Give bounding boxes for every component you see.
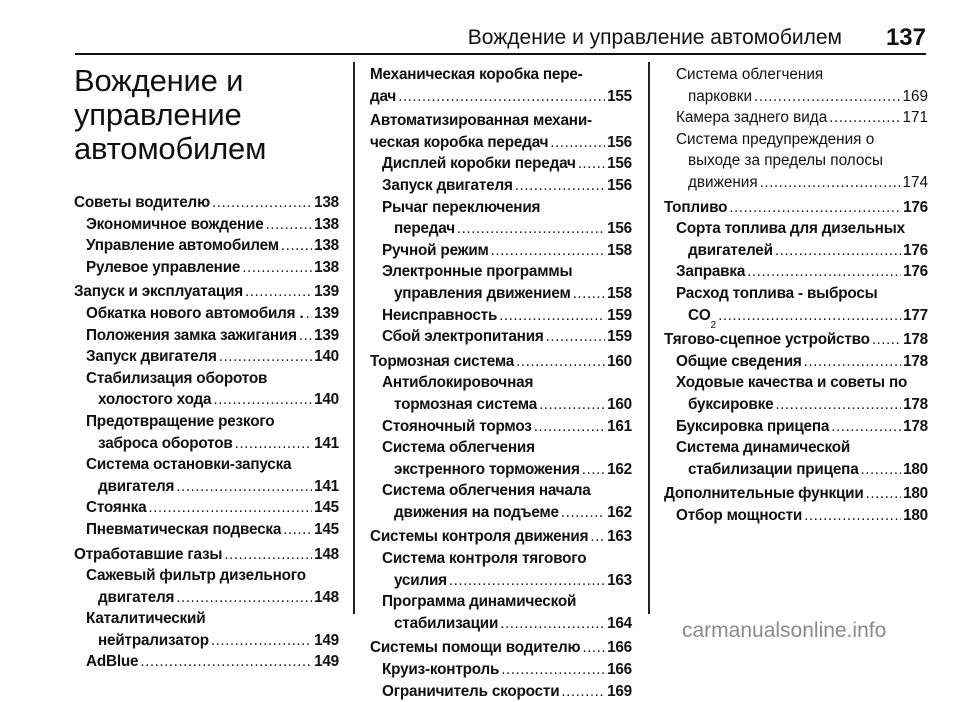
toc-item xyxy=(676,64,928,107)
toc-item xyxy=(370,153,632,175)
toc-page-number: 160 xyxy=(607,395,632,413)
toc-page-number: 178 xyxy=(903,417,928,435)
leader-dots xyxy=(515,175,605,197)
toc-item xyxy=(370,305,632,327)
toc-section-entry[interactable] xyxy=(370,86,632,108)
toc-item xyxy=(370,261,632,304)
toc-entry-title: Тормозная система xyxy=(370,352,515,370)
toc-page-number: 148 xyxy=(314,588,339,606)
toc-entry-title-line: Антиблокировочная xyxy=(382,374,534,392)
leader-dots xyxy=(539,394,605,416)
toc-page-number: 149 xyxy=(314,631,339,649)
leader-dots xyxy=(561,502,605,524)
chapter-title: Вождение и управление автомобилем xyxy=(74,63,267,166)
toc-entry[interactable] xyxy=(382,153,632,175)
toc-entry-title-line: Механическая коробка пере- xyxy=(370,66,583,83)
toc-entry-title: Отбор мощности xyxy=(676,506,803,524)
toc-entry-title: движения xyxy=(688,173,758,191)
leader-dots xyxy=(546,326,605,348)
toc-entry[interactable] xyxy=(382,283,632,305)
toc-item xyxy=(74,608,339,651)
toc-entry-title: экстренного торможения xyxy=(394,460,580,478)
leader-dots xyxy=(398,86,605,108)
toc-page-number: 162 xyxy=(607,503,632,521)
leader-dots xyxy=(760,172,901,194)
toc-page-number: 156 xyxy=(607,176,632,194)
leader-dots xyxy=(573,283,605,305)
toc-item xyxy=(370,416,632,438)
toc-page-number: 140 xyxy=(314,391,339,409)
toc-item xyxy=(370,591,632,634)
toc-entry[interactable]: CO 2 ..... 177 xyxy=(676,305,928,327)
toc-list xyxy=(74,192,339,673)
leader-dots xyxy=(457,218,605,240)
toc-page-number: 178 xyxy=(903,395,928,413)
column-divider xyxy=(353,62,355,614)
leader-dots xyxy=(212,192,312,214)
toc-entry-title: заброса оборотов xyxy=(98,434,233,452)
header-rule xyxy=(75,53,926,55)
toc-page-number: 176 xyxy=(903,263,928,281)
toc-entry[interactable] xyxy=(86,433,339,455)
toc-entry-title: Стояночный тормоз xyxy=(382,417,532,435)
toc-page-number: 160 xyxy=(607,352,632,370)
toc-page-number: 139 xyxy=(314,304,339,322)
toc-section-entry[interactable] xyxy=(664,197,928,219)
toc-entry[interactable] xyxy=(382,613,632,635)
toc-entry[interactable] xyxy=(676,86,928,108)
toc-entry-title: Топливо xyxy=(664,198,728,216)
toc-entry[interactable] xyxy=(676,505,928,527)
leader-dots xyxy=(449,570,605,592)
toc-entry-title-line: Система контроля тягового xyxy=(382,550,587,568)
toc-page-number: 140 xyxy=(314,348,339,366)
toc-entry-title: Управление автомобилем xyxy=(86,237,279,255)
leader-dots xyxy=(176,587,312,609)
leader-dots xyxy=(804,351,901,373)
toc-item xyxy=(74,325,339,347)
toc-entry-title: стабилизации прицепа xyxy=(688,460,859,478)
toc-entry[interactable] xyxy=(86,325,339,347)
toc-entry[interactable] xyxy=(676,459,928,481)
toc-entry[interactable] xyxy=(676,416,928,438)
toc-entry[interactable] xyxy=(86,651,339,673)
toc-entry-title: управления движением xyxy=(394,284,571,302)
toc-item xyxy=(664,283,928,332)
toc-item xyxy=(370,437,632,480)
leader-dots xyxy=(281,235,312,257)
leader-dots xyxy=(224,544,312,566)
toc-item xyxy=(664,416,928,438)
toc-entry[interactable] xyxy=(86,257,339,279)
toc-entry-title: тормозная система xyxy=(394,395,537,413)
toc-page-number: 149 xyxy=(314,653,339,671)
leader-dots xyxy=(501,659,605,681)
toc-section xyxy=(664,483,928,526)
toc-entry-title-line: выходе за пределы полосы xyxy=(688,152,883,170)
toc-item xyxy=(74,303,339,325)
toc-page-number: 158 xyxy=(607,284,632,302)
leader-dots xyxy=(561,681,605,702)
toc-section xyxy=(74,192,339,278)
toc-page-number: 139 xyxy=(314,283,339,301)
toc-page-number: 176 xyxy=(903,198,928,216)
toc-list xyxy=(370,64,632,702)
toc-page-number: 138 xyxy=(314,194,339,211)
toc-entry[interactable] xyxy=(86,587,339,609)
leader-dots xyxy=(266,214,313,236)
header-page-number: 137 xyxy=(885,24,926,51)
toc-entry-title: движения на подъеме xyxy=(394,503,559,521)
toc-item xyxy=(676,107,928,129)
toc-entry-title: двигателей xyxy=(688,241,773,259)
toc-entry[interactable] xyxy=(86,235,339,257)
toc-item xyxy=(74,346,339,368)
toc-item xyxy=(74,519,339,541)
toc-entry-title: Ограничитель скорости xyxy=(382,682,560,700)
toc-item xyxy=(370,480,632,523)
toc-entry-title: передач xyxy=(394,220,455,238)
toc-entry[interactable] xyxy=(86,630,339,652)
toc-page-number: 169 xyxy=(607,682,632,700)
toc-entry-title-line: Автоматизированная механи- xyxy=(370,112,592,130)
toc-entry-title: дач xyxy=(370,87,397,105)
toc-item xyxy=(74,565,339,608)
toc-item xyxy=(664,218,928,261)
toc-entry[interactable] xyxy=(382,659,632,681)
toc-section xyxy=(74,544,339,674)
toc-page-number: 178 xyxy=(903,352,928,370)
toc-section-entry[interactable] xyxy=(370,637,632,659)
toc-entry-title-line: Каталитический xyxy=(86,610,206,628)
leader-dots xyxy=(582,637,605,659)
toc-entry-title: AdBlue xyxy=(86,653,139,671)
toc-entry-title: Пневматическая подвеска xyxy=(86,520,282,538)
toc-section-entry[interactable] xyxy=(74,544,339,566)
leader-dots xyxy=(219,346,312,368)
toc-page-number: 166 xyxy=(607,639,632,657)
toc-entry[interactable] xyxy=(86,519,339,541)
toc-column-1 xyxy=(74,64,339,673)
toc-entry-title: стабилизации xyxy=(394,614,499,632)
leader-dots xyxy=(140,651,312,673)
toc-continued-items xyxy=(664,64,928,194)
toc-entry-title: Тягово-сцепное устройство xyxy=(664,331,870,349)
toc-page-number: 180 xyxy=(903,506,928,524)
toc-section-entry[interactable] xyxy=(664,483,928,505)
leader-dots xyxy=(872,329,901,351)
toc-item xyxy=(664,261,928,283)
leader-dots xyxy=(299,325,312,347)
toc-page-number: 156 xyxy=(607,155,632,173)
toc-item xyxy=(664,372,928,415)
toc-section xyxy=(664,197,928,332)
leader-dots xyxy=(516,351,605,373)
toc-entry-title: Общие сведения xyxy=(676,352,802,370)
toc-entry-title: холостого хода xyxy=(98,391,212,409)
toc-section xyxy=(370,351,632,524)
toc-page-number: 180 xyxy=(903,460,928,478)
toc-entry-title: нейтрализатор xyxy=(98,631,209,649)
toc-entry-title: Заправка xyxy=(676,263,746,281)
toc-page-number: 176 xyxy=(903,241,928,259)
toc-entry-title: Ручной режим xyxy=(382,241,489,259)
toc-entry[interactable] xyxy=(382,502,632,524)
toc-entry[interactable] xyxy=(382,570,632,592)
toc-entry-title: Запуск и эксплуатация xyxy=(74,283,244,301)
toc-entry-title: Рулевое управление xyxy=(86,258,241,276)
toc-entry-title: Дисплей коробки передач xyxy=(382,155,576,173)
leader-dots xyxy=(500,613,605,635)
leader-dots xyxy=(211,630,312,652)
toc-entry-title: Круиз-контроль xyxy=(382,661,500,679)
toc-page-number: 145 xyxy=(314,499,339,517)
toc-item xyxy=(370,659,632,681)
toc-item xyxy=(370,548,632,591)
leader-dots xyxy=(148,497,312,519)
toc-entry-title-line: Ходовые качества и советы по xyxy=(676,374,908,392)
toc-entry[interactable] xyxy=(382,681,632,702)
leader-dots xyxy=(499,305,605,327)
toc-page-number: 171 xyxy=(902,109,928,127)
leader-dots xyxy=(861,459,902,481)
toc-entry[interactable] xyxy=(86,303,339,325)
toc-item xyxy=(74,651,339,673)
toc-item xyxy=(676,129,928,194)
toc-item xyxy=(370,681,632,702)
leader-dots xyxy=(245,281,312,303)
leader-dots xyxy=(747,261,901,283)
leader-dots xyxy=(729,197,901,219)
leader-dots xyxy=(831,416,901,438)
toc-page-number: 169 xyxy=(902,87,928,105)
leader-dots xyxy=(590,526,605,548)
toc-entry-title-line: Система облегчения xyxy=(676,66,824,83)
toc-page-number: 148 xyxy=(314,545,339,563)
toc-entry-title: двигателя xyxy=(98,477,175,495)
toc-entry-title-line: Рычаг переключения xyxy=(382,198,541,216)
toc-item xyxy=(370,197,632,240)
toc-page-number: 163 xyxy=(607,528,632,546)
toc-item xyxy=(370,326,632,348)
toc-page-number: 158 xyxy=(607,241,632,259)
toc-entry-title: Положения замка зажигания xyxy=(86,326,297,344)
toc-entry[interactable] xyxy=(86,214,339,236)
leader-dots xyxy=(578,153,605,175)
toc-section-entry[interactable] xyxy=(74,192,339,214)
toc-entry-title: усилия xyxy=(394,571,447,589)
toc-entry-title-line: Система динамической xyxy=(676,439,851,457)
toc-page-number: 159 xyxy=(607,306,632,324)
toc-page-number: 145 xyxy=(314,520,339,538)
toc-entry-title: Камера заднего вида xyxy=(676,109,828,127)
toc-entry-title: Советы водителю xyxy=(74,194,210,211)
leader-dots xyxy=(829,107,900,129)
toc-item xyxy=(74,235,339,257)
toc-page-number: 159 xyxy=(607,328,632,346)
toc-entry-title-line: Сажевый фильтр дизельного xyxy=(86,567,306,585)
leader-dots xyxy=(582,459,605,481)
toc-section-entry[interactable] xyxy=(370,526,632,548)
toc-page-number: 138 xyxy=(314,237,339,255)
toc-column-2 xyxy=(370,64,632,702)
toc-entry[interactable] xyxy=(382,305,632,327)
toc-entry-title: Отработавшие газы xyxy=(74,545,223,563)
toc-page-number: 164 xyxy=(607,614,632,632)
toc-entry[interactable] xyxy=(676,351,928,373)
toc-entry-title: двигателя xyxy=(98,588,175,606)
leader-dots xyxy=(754,86,900,108)
leader-dots xyxy=(550,132,605,154)
toc-section xyxy=(370,110,632,348)
toc-entry-title: Сбой электропитания xyxy=(382,328,544,346)
toc-page-number: 180 xyxy=(903,485,928,503)
toc-entry[interactable] xyxy=(382,326,632,348)
toc-entry-title-line: Расход топлива - выбросы xyxy=(676,284,878,302)
toc-entry[interactable] xyxy=(676,261,928,283)
toc-entry-title: Системы контроля движения xyxy=(370,528,589,546)
leader-dots xyxy=(775,240,901,262)
leader-dots xyxy=(804,505,901,527)
toc-section xyxy=(664,329,928,480)
header-title: Вождение и управление автомобилем xyxy=(467,26,842,49)
toc-item xyxy=(74,257,339,279)
toc-item xyxy=(664,437,928,480)
toc-entry-title-line: Электронные программы xyxy=(382,263,573,281)
toc-entry-title-line: Система облегчения xyxy=(382,439,535,457)
toc-entry[interactable] xyxy=(382,394,632,416)
toc-section-entry[interactable] xyxy=(74,281,339,303)
toc-entry-title: парковки xyxy=(688,87,753,105)
toc-entry-title: Дополнительные функции xyxy=(664,485,864,503)
toc-entry[interactable] xyxy=(382,459,632,481)
toc-entry-title-line: Сорта топлива для дизельных xyxy=(676,220,905,238)
toc-entry-title-line: Система облегчения начала xyxy=(382,482,591,500)
toc-entry[interactable] xyxy=(382,416,632,438)
toc-item xyxy=(664,351,928,373)
leader-dots xyxy=(491,240,605,262)
toc-entry-title: Неисправность xyxy=(382,306,498,324)
toc-item xyxy=(74,454,339,497)
leader-dots xyxy=(306,303,313,325)
toc-entry-title-line: Система предупреждения о xyxy=(676,130,875,148)
toc-entry-title-line: Программа динамической xyxy=(382,593,577,611)
toc-section-entry[interactable] xyxy=(370,132,632,154)
toc-entry[interactable] xyxy=(676,107,928,129)
toc-entry[interactable] xyxy=(676,172,928,194)
toc-page-number: 138 xyxy=(314,258,339,276)
toc-entry[interactable] xyxy=(86,497,339,519)
toc-item xyxy=(370,240,632,262)
toc-section xyxy=(370,637,632,702)
toc-page-number: 161 xyxy=(607,417,632,435)
toc-list xyxy=(664,197,928,527)
toc-page-number: 162 xyxy=(607,460,632,478)
toc-page-number: 141 xyxy=(314,477,339,495)
toc-entry[interactable] xyxy=(676,394,928,416)
column-divider xyxy=(648,62,650,614)
toc-item xyxy=(74,411,339,454)
toc-entry-title: Буксировка прицепа xyxy=(676,417,830,435)
watermark: carmanualsonline.info xyxy=(682,619,887,642)
toc-entry[interactable] xyxy=(382,175,632,197)
toc-item xyxy=(664,505,928,527)
leader-dots xyxy=(176,476,312,498)
toc-page-number: 156 xyxy=(607,220,632,238)
toc-entry-title: ческая коробка передач xyxy=(370,133,549,151)
leader-dots xyxy=(866,483,901,505)
toc-entry-title: Стоянка xyxy=(86,499,147,517)
toc-page-number: 138 xyxy=(314,215,339,233)
toc-entry[interactable] xyxy=(86,389,339,411)
toc-entry[interactable] xyxy=(86,346,339,368)
toc-page-number: 141 xyxy=(314,434,339,452)
toc-entry-title: буксировке xyxy=(688,395,774,413)
toc-entry-title: Экономичное вождение xyxy=(86,215,264,233)
page-header xyxy=(0,0,960,56)
toc-entry-title: Запуск двигателя xyxy=(86,348,217,366)
toc-entry[interactable] xyxy=(676,240,928,262)
toc-item xyxy=(370,175,632,197)
leader-dots xyxy=(283,519,312,541)
toc-page-number: 178 xyxy=(903,331,928,349)
leader-dots xyxy=(718,305,901,327)
toc-entry[interactable] xyxy=(86,476,339,498)
toc-page-number: 174 xyxy=(902,173,928,191)
leader-dots xyxy=(242,257,312,279)
toc-page-number: 166 xyxy=(607,661,632,679)
leader-dots xyxy=(534,416,605,438)
toc-entry-title-line: Предотвращение резкого xyxy=(86,412,275,430)
toc-entry-title: Системы помощи водителю xyxy=(370,639,581,657)
toc-section-entry[interactable] xyxy=(664,329,928,351)
toc-page-number: 163 xyxy=(607,571,632,589)
toc-section-entry[interactable] xyxy=(370,351,632,373)
toc-section xyxy=(74,281,339,540)
leader-dots xyxy=(213,389,312,411)
toc-entry[interactable] xyxy=(382,240,632,262)
toc-item xyxy=(74,368,339,411)
toc-page-number: 155 xyxy=(607,87,632,105)
toc-item xyxy=(74,214,339,236)
toc-item xyxy=(370,372,632,415)
toc-section xyxy=(370,526,632,634)
toc-entry-title: Обкатка нового автомобиля . xyxy=(86,304,304,322)
toc-page-number: 156 xyxy=(607,133,632,151)
toc-entry-title-line: Система остановки-запуска xyxy=(86,456,292,474)
toc-entry[interactable] xyxy=(382,218,632,240)
toc-section xyxy=(370,64,632,107)
toc-entry-title: Запуск двигателя xyxy=(382,176,513,194)
toc-page-number: 139 xyxy=(314,326,339,344)
leader-dots xyxy=(775,394,901,416)
leader-dots xyxy=(235,433,312,455)
toc-page-number: 177 xyxy=(903,306,928,324)
toc-entry-title-line: Стабилизация оборотов xyxy=(86,369,268,387)
toc-item xyxy=(74,497,339,519)
toc-column-3 xyxy=(664,64,928,526)
toc-entry-title: CO xyxy=(688,306,711,324)
